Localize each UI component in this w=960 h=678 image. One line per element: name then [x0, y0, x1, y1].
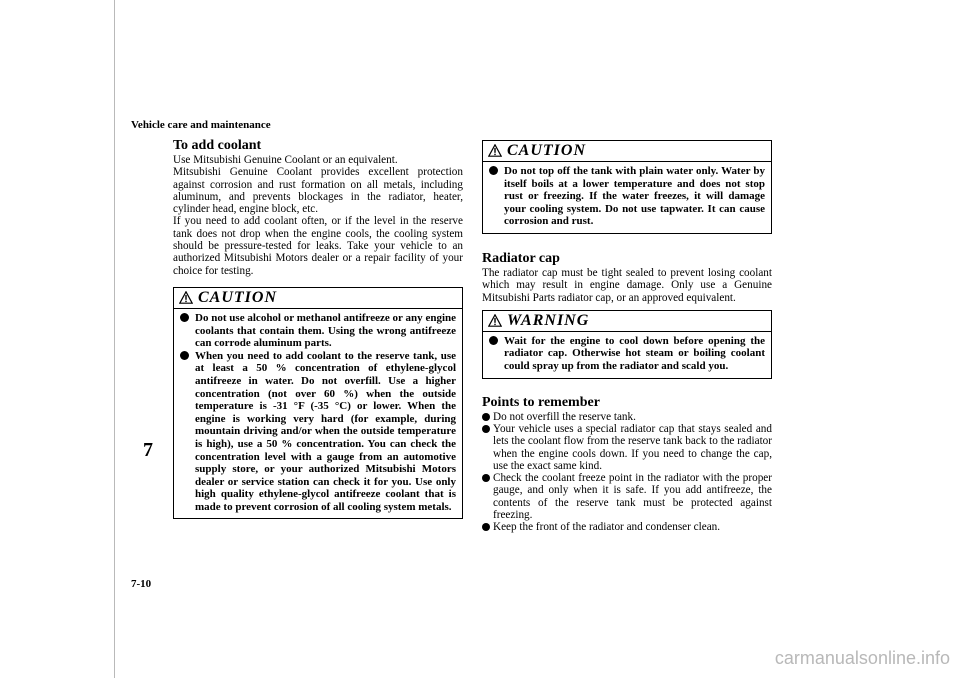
right-column: [482, 140, 772, 534]
section-title-radiator-cap: Radiator cap: [482, 250, 560, 266]
chapter-sidebar: [0, 0, 115, 678]
caution-item: Do not top off the tank with plain water only. Water by itself boils at a lower temperature and does not stop rust or freezing. If the water freezes, it will damage your cooling system. Do not use tapwater. It can cause corrosion and rust.: [489, 165, 765, 228]
caution-item: Do not use alcohol or methanol antifreeze or any engine coolants that contain them. Using the wrong antifreeze can corrode aluminum parts.: [180, 312, 456, 350]
caution-header: [483, 141, 771, 162]
paragraph: Mitsubishi Genuine Coolant provides excellent protection against corrosion and rust formation on all metals, including aluminum, and prevents blockages in the radiator, heater, cylinder head, engine block, etc.: [173, 166, 463, 216]
paragraph: The radiator cap must be tight sealed to prevent losing coolant which may result in engine damage. Only use a Genuine Mitsubishi Parts radiator cap, or an approved equivalent.: [482, 266, 772, 304]
warning-box: [482, 310, 772, 379]
caution-box: [482, 140, 772, 234]
caution-item: When you need to add coolant to the reserve tank, use at least a 50 % concentration of ethylene-glycol antifreeze in water. Do not overfill. Use a higher concentration (not over 60 %) when the outside temperature is -31 °F (-35 °C) or lower. When the engine is working very hard (for example, during mountain driving and/or when the outside temperature is high), use a 50 % concentration. You can check the concentration level with a gauge from an automotive supply store, or your authorized Mitsubishi Motors dealer or service station can check it for you. Use only high quality ethylene-glycol antifreeze coolant that is made to prevent corrosion of all cooling system metals.: [180, 350, 456, 514]
section-title-points-to-remember: Points to remember: [482, 394, 600, 410]
chapter-tab: 7: [143, 439, 153, 461]
warning-item: Wait for the engine to cool down before opening the radiator cap. Otherwise hot steam or boiling coolant could spray up from the radiator and scald you.: [489, 335, 765, 373]
bullet-icon: [489, 336, 498, 345]
running-head: Vehicle care and maintenance: [131, 119, 271, 131]
paragraph: If you need to add coolant often, or if the level in the reserve tank does not drop when the engine cools, the cooling system should be pressure-tested for leaks. Take your vehicle to an authorized Mitsubishi Motors dealer or a repair facility of your choice for testing.: [173, 215, 463, 277]
bullet-icon: [482, 523, 490, 531]
warning-triangle-icon: [179, 291, 193, 304]
caution-box: [173, 287, 463, 520]
list-item: Your vehicle uses a special radiator cap that stays sealed and lets the coolant flow from the reserve tank back to the radiator when the engine cools down. If you need to change the cap, use the exact same kind.: [482, 423, 772, 472]
points-list: [482, 411, 772, 534]
paragraph: Use Mitsubishi Genuine Coolant or an equivalent.: [173, 154, 398, 166]
list-item: Keep the front of the radiator and condenser clean.: [482, 521, 772, 533]
warning-header: [483, 311, 771, 332]
bullet-icon: [489, 166, 498, 175]
caution-title: CAUTION: [198, 288, 278, 306]
watermark: carmanualsonline.info: [774, 648, 950, 668]
list-item: Check the coolant freeze point in the radiator with the proper gauge, and only when it is safe. If you add antifreeze, the contents of the reserve tank must be protected against freezing.: [482, 472, 772, 521]
caution-title: CAUTION: [507, 142, 587, 159]
page-number: 7-10: [131, 578, 152, 590]
list-item: Do not overfill the reserve tank.: [482, 411, 772, 423]
bullet-icon: [482, 413, 490, 421]
bullet-icon: [482, 425, 490, 433]
section-title-add-coolant: To add coolant: [173, 138, 262, 153]
bullet-icon: [180, 313, 189, 322]
warning-triangle-icon: [488, 314, 502, 327]
left-column: [173, 138, 463, 519]
bullet-icon: [180, 351, 189, 360]
warning-title: WARNING: [507, 311, 590, 329]
bullet-icon: [482, 474, 490, 482]
caution-header: [174, 288, 462, 309]
warning-triangle-icon: [488, 144, 502, 157]
